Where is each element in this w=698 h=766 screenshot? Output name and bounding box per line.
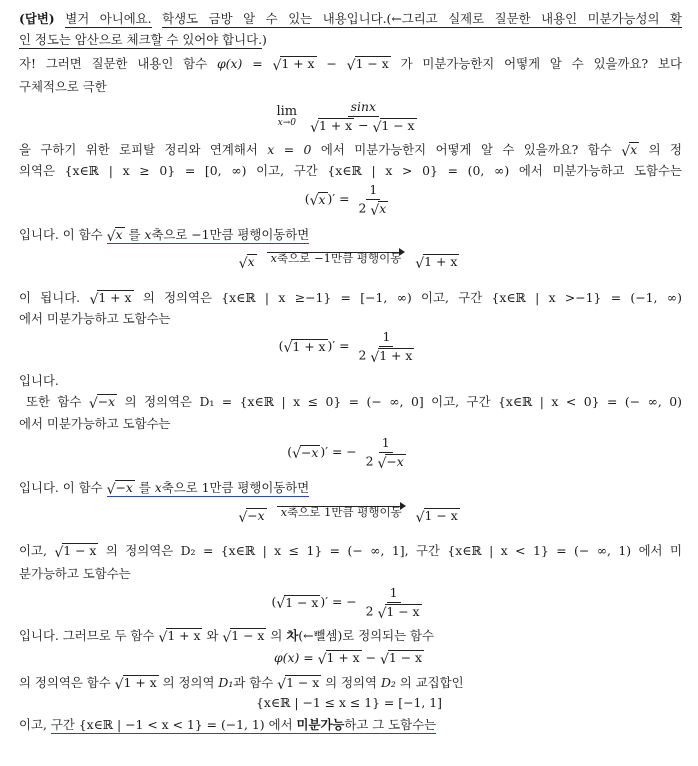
text-span: 이고, 구간 <box>431 394 491 409</box>
underlined-note: (←그리고 실제로 질문한 내용인 미분가능성의 확 <box>386 11 682 26</box>
text-line <box>26 393 682 411</box>
sqrt-expression: √ x <box>309 191 326 210</box>
lim-word: lim <box>276 104 298 120</box>
sqrt-expression: √ −x <box>238 508 265 526</box>
minus-sign: − <box>326 56 337 71</box>
domain-set: {x∈ℝ | x ≥−1} = [−1, ∞) <box>221 290 412 305</box>
math-var: x <box>144 227 152 242</box>
text-span: 에서 미분가능하고 도함수는 <box>19 416 171 431</box>
sqrt-arg: x <box>115 227 123 243</box>
fraction-numerator: 1 <box>379 330 393 347</box>
highlighted-phrase <box>51 717 436 734</box>
phi-expression: φ(x) = <box>216 56 263 71</box>
text-line <box>19 415 682 433</box>
sqrt-arg: −x <box>247 508 265 524</box>
text-span: 의 <box>270 628 283 643</box>
text-span: 축으로 1만큼 평행이동하면 <box>161 480 310 495</box>
negative-sign: − <box>346 594 357 610</box>
text-span: 에서 미 <box>638 543 682 558</box>
sqrt-arg: 1 + x <box>98 290 132 306</box>
fraction-numerator: sinx <box>348 100 379 117</box>
sqrt-expression: √ x <box>106 227 123 245</box>
arrow-text: 축으로 −1만큼 평행이동 <box>277 251 402 265</box>
sqrt-expression: √ 1 + x <box>89 290 132 308</box>
coefficient: 2 <box>365 453 374 469</box>
sqrt-arg: x <box>247 254 255 270</box>
sqrt-arg: 1 − x <box>63 543 97 559</box>
sqrt-expression: √ 1 + x <box>283 338 326 357</box>
sqrt-expression: √ 1 + x <box>415 254 458 272</box>
interval-set: {x∈ℝ | x < 0} = (− ∞, 0) <box>497 394 682 409</box>
sqrt-arg: 1 − x <box>286 675 320 691</box>
text-span: 입니다. 이 함수 <box>19 480 103 495</box>
arrow-text: 축으로 1만큼 평행이동 <box>287 505 402 519</box>
text-span: 이 됩니다. <box>19 290 81 305</box>
sqrt-arg: 1 − x <box>355 56 389 72</box>
math-var: D₁ <box>218 675 234 690</box>
text-span: , 구간 <box>404 543 440 558</box>
text-line <box>19 289 682 307</box>
paren: ( <box>271 594 277 610</box>
bold-term: 미분가능 <box>296 717 345 732</box>
text-span: 이고, <box>19 543 47 558</box>
text-line <box>19 542 682 560</box>
sqrt-arg: 1 + x <box>326 650 360 666</box>
text-span: 를 <box>128 227 141 242</box>
fraction-denominator <box>355 200 391 217</box>
text-span: 구체적으로 극한 <box>19 79 107 94</box>
sqrt-expression: √ 1 − x <box>54 543 97 561</box>
text-span: 자! 그러면 질문한 내용인 함수 <box>19 56 208 71</box>
text-line <box>19 31 682 49</box>
lim-operator <box>276 105 297 128</box>
text-line <box>19 162 682 180</box>
fraction-denominator <box>363 453 409 470</box>
text-line <box>19 141 682 159</box>
text-span: 입니다. <box>19 373 59 388</box>
derivative-sqrt-x <box>0 182 698 219</box>
coefficient: 2 <box>358 200 367 216</box>
derivative-fraction <box>355 182 391 219</box>
underlined-phrase: 학생도 금방 알 수 있는 내용입니다. <box>162 11 387 26</box>
limit-fraction <box>307 99 419 136</box>
sqrt-arg: 1 − x <box>381 117 415 133</box>
arrow-label <box>277 506 406 519</box>
sqrt-arg: x <box>318 191 326 207</box>
text-span: 입니다. 그러므로 두 함수 <box>19 628 155 643</box>
text-span: 또한 함수 <box>26 394 82 409</box>
text-span: 의 교집합인 <box>399 675 464 690</box>
text-line <box>19 716 682 734</box>
text-span: 축으로 −1만큼 평행이동하면 <box>151 227 310 242</box>
text-span: 에서 미분가능하고 도함수는 <box>518 163 682 178</box>
coefficient: 2 <box>358 347 367 363</box>
fraction-numerator: 1 <box>366 183 380 200</box>
fraction-numerator: 1 <box>379 436 393 453</box>
text-span: 를 <box>138 480 151 495</box>
minus-sign: − <box>365 650 376 665</box>
text-span: 의 정의역 <box>325 675 377 690</box>
sqrt-arg: 1 + x <box>292 338 326 354</box>
right-arrow-icon <box>277 519 406 527</box>
arrow-label <box>267 252 406 265</box>
sqrt-expression: √ 1 + x <box>114 675 157 693</box>
sqrt-arg: −x <box>115 480 133 496</box>
sqrt-arg: 1 + x <box>167 628 201 644</box>
translation-arrow <box>0 506 698 527</box>
sqrt-arg: 1 − x <box>231 628 265 644</box>
lim-subscript: x→0 <box>277 118 296 129</box>
text-span: 하고 그 도함수는 <box>344 717 437 732</box>
fraction-denominator <box>363 603 425 620</box>
interval-set: {x∈ℝ | x < 1} = (− ∞, 1) <box>447 543 632 558</box>
text-span: 에서 미분가능하고 도함수는 <box>19 311 171 326</box>
translation-arrow <box>0 252 698 273</box>
intersection-set <box>0 695 698 710</box>
sqrt-expression: √ 1 − x <box>276 594 319 613</box>
interval-set: {x∈ℝ | −1 < x < 1} = (−1, 1) <box>78 717 265 732</box>
derivative-fraction <box>363 585 425 622</box>
text-line <box>19 372 682 390</box>
text-line <box>19 674 682 692</box>
text-span: 이고, <box>19 717 47 732</box>
text-line <box>19 627 682 645</box>
prime-equals: )′ = <box>327 191 350 207</box>
limit-expression <box>0 99 698 136</box>
sqrt-arg: 1 − x <box>388 650 423 666</box>
text-span: 와 <box>206 628 219 643</box>
negative-sign: − <box>346 444 357 460</box>
math-var: D₂ <box>380 675 396 690</box>
domain-set: {x∈ℝ | x ≥ 0} = [0, ∞) <box>64 163 247 178</box>
text-span: 분가능하고 도함수는 <box>19 566 131 581</box>
sqrt-expression: √ 1 − x <box>222 628 265 646</box>
text-span: 을 구하기 위한 로피탈 정리와 연계해서 <box>19 142 258 157</box>
underlined-note: 인 정도는 암산으로 체크할 수 있어야 합니다. <box>19 32 263 47</box>
sqrt-expression: √ 1 − x <box>277 675 320 693</box>
domain-set: D₂ = {x∈ℝ | x ≤ 1} = (− ∞, 1] <box>180 543 405 558</box>
sqrt-expression: √ 1 + x <box>317 650 360 668</box>
sqrt-arg: 1 − x <box>386 603 420 619</box>
derivative-sqrt-minus-x <box>0 435 698 472</box>
text-line <box>19 55 682 73</box>
sqrt-expression: √ 1 − x <box>415 508 458 526</box>
sqrt-expression: √ 1 − x <box>346 56 389 74</box>
phi-expression: φ(x) = <box>273 650 314 665</box>
right-arrow-icon <box>267 265 406 273</box>
text-span: 과 함수 <box>233 675 274 690</box>
text-span: 의 정의역 <box>162 675 215 690</box>
interval-set: {x∈ℝ | x > 0} = (0, ∞) <box>327 163 510 178</box>
sqrt-expression: √ x <box>238 254 255 272</box>
sqrt-arg: −x <box>300 444 319 460</box>
highlighted-phrase <box>107 227 310 244</box>
sqrt-arg: 1 − x <box>424 508 458 524</box>
sqrt-arg: x <box>379 200 387 216</box>
sqrt-expression: √ −x <box>106 480 133 498</box>
sqrt-expression: √ 1 + x <box>310 117 353 136</box>
bold-term: 차 <box>286 628 299 643</box>
sqrt-arg: −x <box>97 394 116 410</box>
text-span: 이고, 구간 <box>421 290 483 305</box>
answer-label: (답변) <box>19 11 55 26</box>
text-span: 구간 <box>50 717 75 732</box>
text-span: 입니다. 이 함수 <box>19 227 103 242</box>
sqrt-arg: 1 + x <box>281 56 315 72</box>
text-span: 의 정의역은 <box>142 290 212 305</box>
sqrt-expression: √ −x <box>377 453 404 472</box>
text-line <box>19 310 682 328</box>
math-var: x <box>270 251 278 265</box>
derivative-sqrt-1-minus-x <box>0 585 698 622</box>
sqrt-expression: √ 1 − x <box>372 117 415 136</box>
text-span: 의 정의역은 <box>105 543 174 558</box>
coefficient: 2 <box>365 603 374 619</box>
prime-equals: )′ = <box>320 594 343 610</box>
sqrt-expression: √ 1 + x <box>272 56 315 74</box>
fraction-numerator: 1 <box>387 586 401 603</box>
prime-equals: )′ = <box>320 444 343 460</box>
text-span: 이고, 구간 <box>256 163 318 178</box>
paren: ( <box>287 444 293 460</box>
sqrt-expression: √ −x <box>88 394 116 412</box>
derivative-sqrt-1-plus-x <box>0 329 698 366</box>
text-span: 에서 미분가능한지 어떻게 알 수 있을까요? 함수 <box>320 142 612 157</box>
text-line <box>19 565 682 583</box>
text-span: 가 미분가능한지 어떻게 알 수 있을까요? 보다 <box>400 56 682 71</box>
answer-intro-line <box>19 10 682 28</box>
sqrt-arg: 1 + x <box>319 117 353 133</box>
sqrt-expression: √ 1 + x <box>370 347 413 366</box>
text-span: (←뺄셈)로 정의되는 함수 <box>298 628 434 643</box>
math-inline: {x∈ℝ | −1 ≤ x ≤ 1} = [−1, 1] <box>256 695 442 710</box>
sqrt-expression: √ x <box>621 142 638 160</box>
text-span: 의 정의역은 함수 <box>19 675 111 690</box>
sqrt-expression: √ x <box>370 200 387 219</box>
derivative-fraction <box>363 435 409 472</box>
math-var: x <box>280 505 288 519</box>
sqrt-arg: 1 − x <box>285 594 319 610</box>
sqrt-arg: −x <box>386 453 404 469</box>
text-span: 의 정의역은 <box>124 394 192 409</box>
text-span: 에서 <box>268 717 293 732</box>
sqrt-arg: 1 + x <box>379 347 413 363</box>
minus-sign: − <box>358 117 369 133</box>
fraction-denominator <box>355 347 417 364</box>
math-inline: x = 0 <box>267 142 312 157</box>
arrow-with-label <box>267 252 406 273</box>
math-var: x <box>154 480 162 495</box>
fraction-denominator <box>307 117 419 134</box>
paren: ( <box>304 191 310 207</box>
paren-close: ) <box>262 32 267 47</box>
text-line <box>19 78 682 96</box>
text-span: 의역은 <box>19 163 55 178</box>
sqrt-arg: x <box>630 142 638 158</box>
prime-equals: )′ = <box>327 338 350 354</box>
derivative-fraction <box>355 329 417 366</box>
text-span: 의 정 <box>648 142 682 157</box>
domain-set: D₁ = {x∈ℝ | x ≤ 0} = (− ∞, 0] <box>199 394 424 409</box>
interval-set: {x∈ℝ | x >−1} = (−1, ∞) <box>491 290 682 305</box>
sqrt-expression: √ 1 + x <box>158 628 201 646</box>
highlighted-phrase <box>107 480 310 497</box>
sqrt-expression: √ −x <box>292 444 319 463</box>
text-line <box>19 479 682 497</box>
sqrt-expression: √ 1 − x <box>379 650 423 668</box>
text-line <box>19 226 682 244</box>
sqrt-expression: √ 1 − x <box>377 603 420 622</box>
arrow-with-label <box>277 506 406 527</box>
sqrt-arg: 1 + x <box>424 254 458 270</box>
paren: ( <box>278 338 284 354</box>
sqrt-arg: 1 + x <box>123 675 157 691</box>
phi-definition <box>0 650 698 668</box>
underlined-phrase: 별거 아니에요. <box>65 11 152 26</box>
